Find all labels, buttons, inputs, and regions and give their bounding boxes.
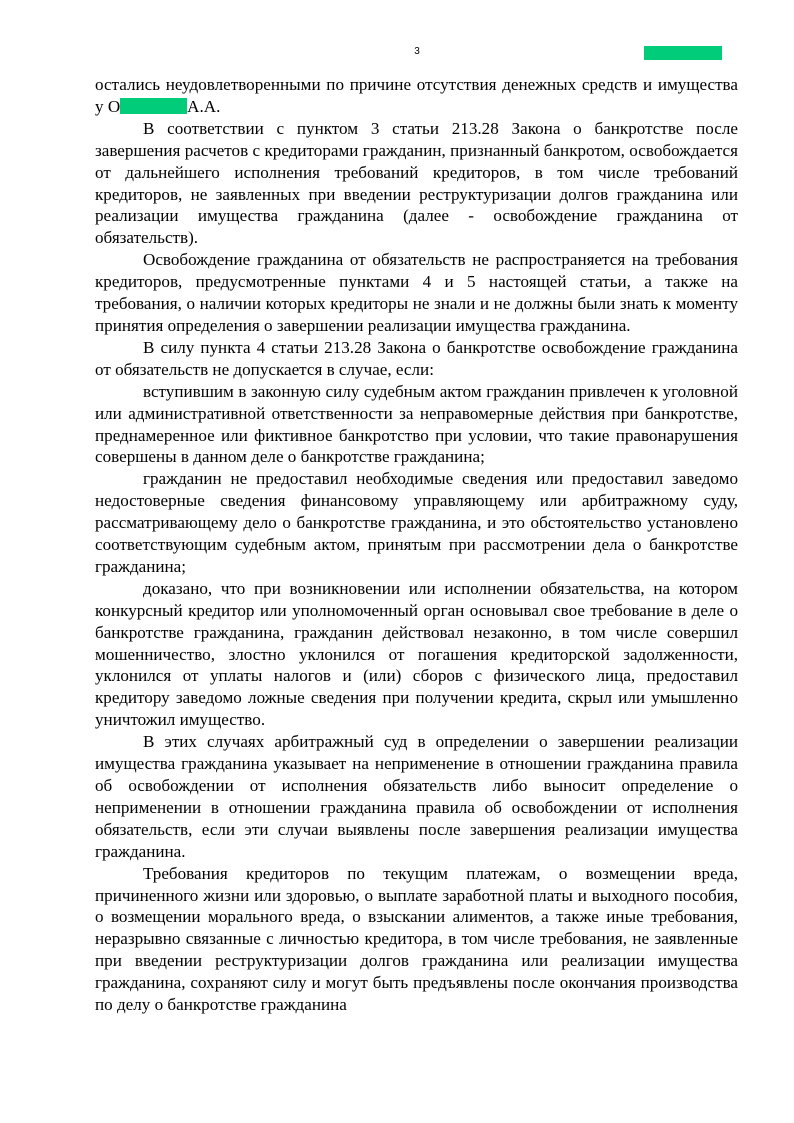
paragraph-1 bbox=[95, 74, 738, 118]
paragraph-1-text-after: А.А. bbox=[187, 96, 221, 116]
paragraph-4: В силу пункта 4 статьи 213.28 Закона о банкротстве освобождение гражданина от обязательств не допускается в случае, если: bbox=[95, 337, 738, 379]
paragraph-8: В этих случаях арбитражный суд в определении о завершении реализации имущества гражданина указывает на неприменение в отношении гражданина правила об освобождении от исполнения обязательств либо выносит определение о неприменении в отношении гражданина правила об освобождении от исполнения обязательств, если эти случаи выявлены после завершения реализации имущества гражданина. bbox=[95, 732, 738, 861]
paragraph-1-text-before: остались неудовлетворенными по причине отсутствия денежных средств и имущества у О bbox=[95, 75, 738, 116]
paragraph-5: вступившим в законную силу судебным актом гражданин привлечен к уголовной или административной ответственности за неправомерные действия при банкротстве, преднамеренное или фиктивное банкротство при условии, что такие правонарушения совершены в данном деле о банкротстве гражданина; bbox=[95, 381, 738, 467]
paragraph-2: В соответствии с пунктом 3 статьи 213.28 Закона о банкротстве после завершения расчетов с кредиторами гражданин, признанный банкротом, освобождается от дальнейшего исполнения требований кредиторов, в том числе требований кредиторов, не заявленных при введении реструктуризации долгов гражданина или реализации имущества гражданина (далее - освобождение гражданина от обязательств). bbox=[95, 118, 738, 248]
paragraph-9: Требования кредиторов по текущим платежам, о возмещении вреда, причиненного жизни или здоровью, о выплате заработной платы и выходного пособия, о возмещении морального вреда, о взыскании алиментов, а также иные требования, неразрывно связанные с личностью кредитора, в том числе требования, не заявленные при введении реструктуризации долгов гражданина или реализации имущества гражданина, сохраняют силу и могут быть предъявлены после окончания производства по делу о банкротстве гражданина bbox=[95, 863, 738, 1015]
header-redaction-mark bbox=[644, 46, 722, 60]
paragraph-7: доказано, что при возникновении или исполнении обязательства, на котором конкурсный кредитор или уполномоченный орган основывал свое требование в деле о банкротстве гражданина, гражданин действовал незаконно, в том числе совершил мошенничество, злостно уклонился от погашения кредиторской задолженности, уклонился от уплаты налогов и (или) сборов с физического лица, предоставил кредитору заведомо ложные сведения при получении кредита, скрыл или умышленно уничтожил имущество. bbox=[95, 578, 738, 730]
page-number: 3 bbox=[414, 46, 420, 57]
name-redaction-mark bbox=[120, 98, 187, 114]
document-body bbox=[95, 74, 738, 1016]
paragraph-3: Освобождение гражданина от обязательств не распространяется на требования кредиторов, предусмотренные пунктами 4 и 5 настоящей статьи, а также на требования, о наличии которых кредиторы не знали и не должны были знать к моменту принятия определения о завершении реализации имущества гражданина. bbox=[95, 250, 738, 335]
paragraph-6: гражданин не предоставил необходимые сведения или предоставил заведомо недостоверные сведения финансовому управляющему или арбитражному суду, рассматривающему дело о банкротстве гражданина, и это обстоятельство установлено соответствующим судебным актом, принятым при рассмотрении дела о банкротстве гражданина; bbox=[95, 469, 738, 576]
